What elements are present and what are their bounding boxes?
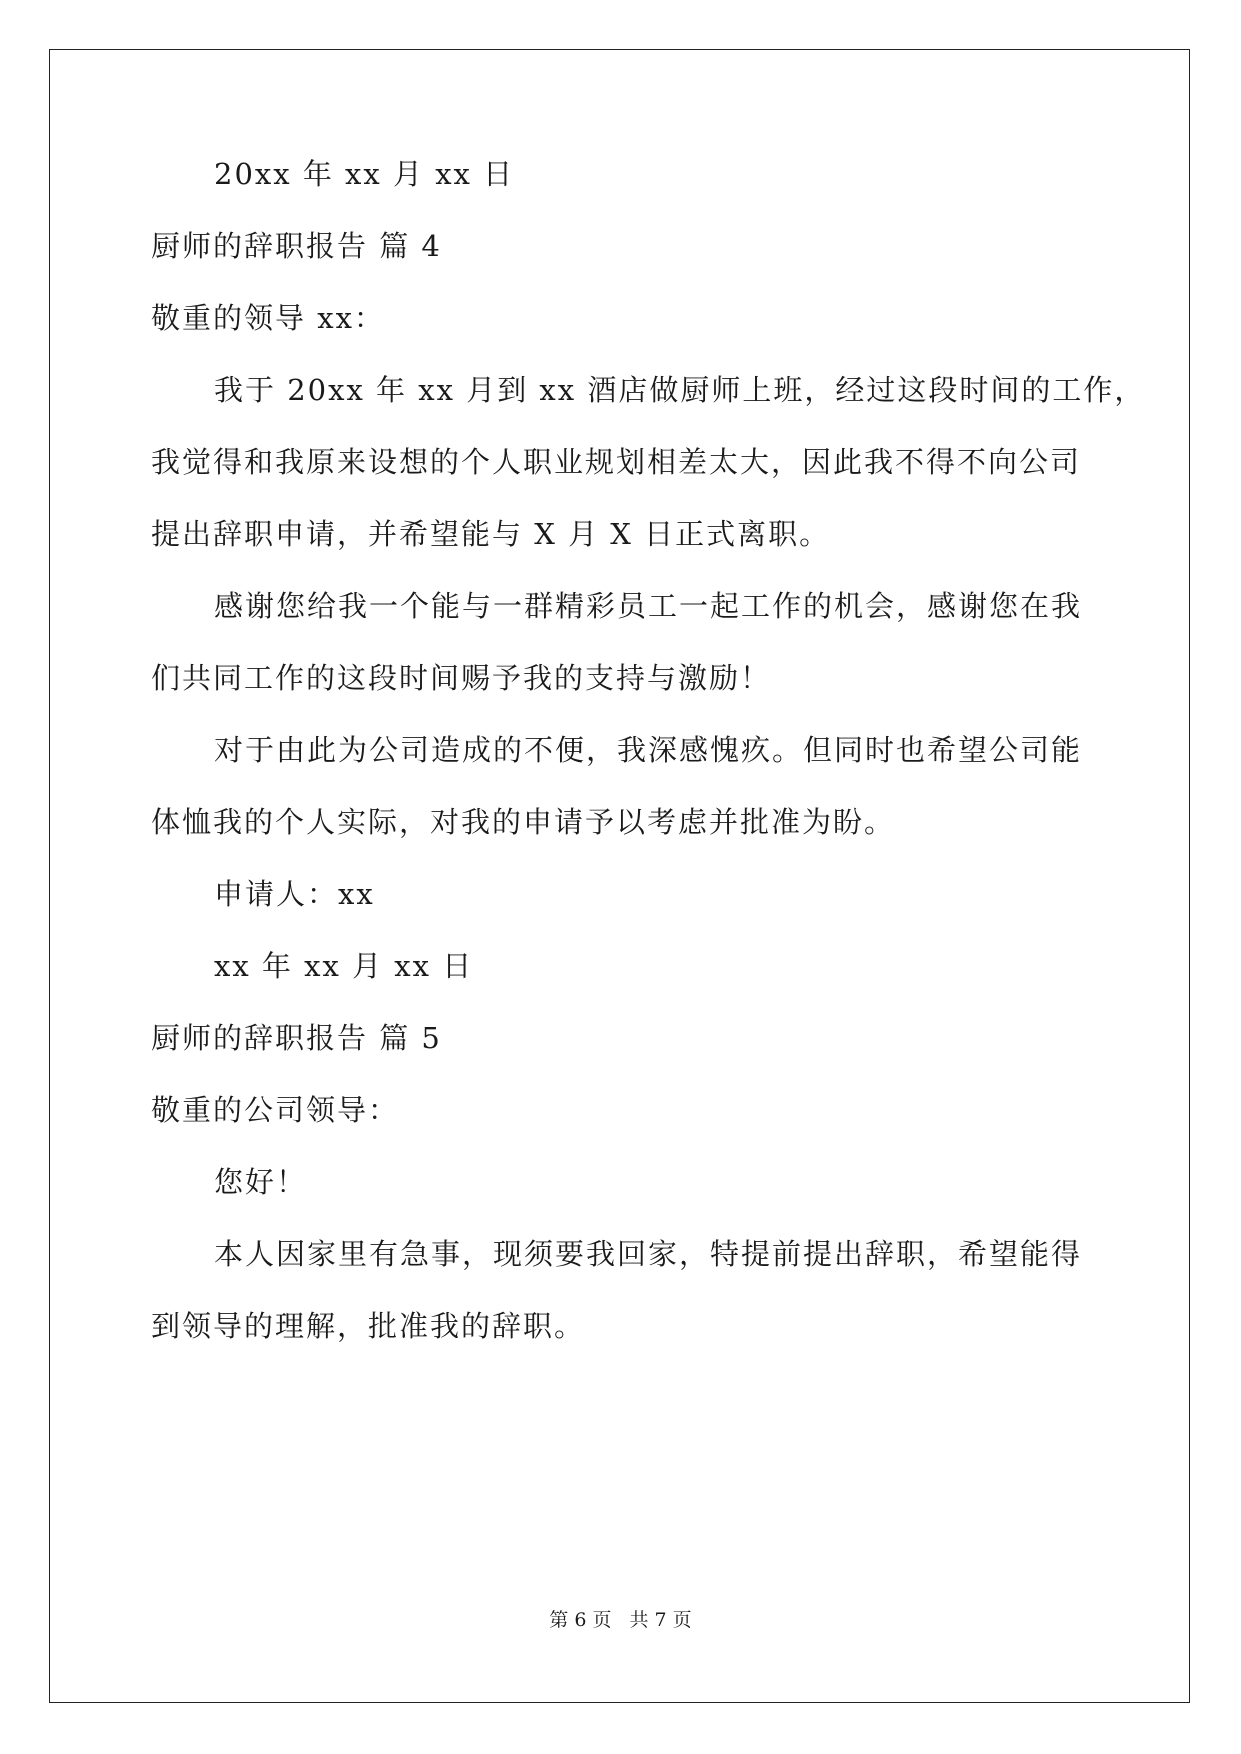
page-footer (0, 1608, 1241, 1632)
date-line: 20xx 年 xx 月 xx 日 (214, 157, 515, 191)
paragraph-line: 我觉得和我原来设想的个人职业规划相差太大，因此我不得不向公司 (151, 445, 1082, 479)
paragraph-line: 体恤我的个人实际，对我的申请予以考虑并批准为盼。 (151, 805, 896, 839)
paragraph-line: 我于 20xx 年 xx 月到 xx 酒店做厨师上班，经过这段时间的工作， (214, 373, 1146, 407)
section-heading-5: 厨师的辞职报告 篇 5 (151, 1021, 442, 1055)
salutation-4: 敬重的领导 xx： (151, 301, 385, 335)
paragraph-line: 们共同工作的这段时间赐予我的支持与激励！ (151, 661, 772, 695)
applicant-line: 申请人：xx (214, 877, 375, 911)
paragraph-line: 提出辞职申请，并希望能与 X 月 X 日正式离职。 (151, 517, 831, 551)
paragraph-line: 对于由此为公司造成的不便，我深感愧疚。但同时也希望公司能 (214, 733, 1083, 767)
paragraph-line: 本人因家里有急事，现须要我回家，特提前提出辞职，希望能得 (214, 1237, 1083, 1271)
section-heading-4: 厨师的辞职报告 篇 4 (151, 229, 442, 263)
paragraph-line: 到领导的理解，批准我的辞职。 (151, 1309, 586, 1343)
date-line: xx 年 xx 月 xx 日 (214, 949, 474, 983)
page-number-total: 共 7 页 (629, 1609, 692, 1631)
salutation-5: 敬重的公司领导： (151, 1093, 400, 1127)
greeting-line: 您好！ (214, 1165, 308, 1199)
page-number-current: 第 6 页 (549, 1609, 612, 1631)
paragraph-line: 感谢您给我一个能与一群精彩员工一起工作的机会，感谢您在我 (214, 589, 1083, 623)
